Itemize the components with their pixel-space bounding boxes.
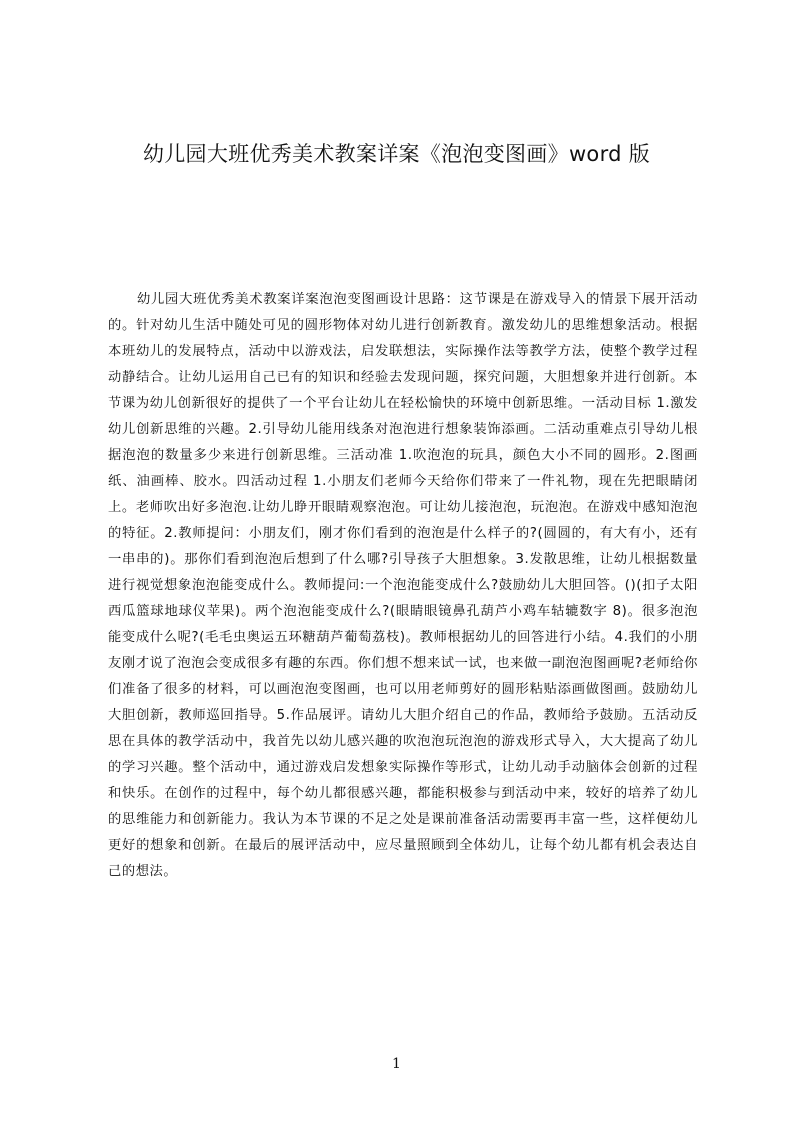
document-body-paragraph: 幼儿园大班优秀美术教案详案泡泡变图画设计思路：这节课是在游戏导入的情景下展开活动的。针对幼儿生活中随处可见的圆形物体对幼儿进行创新教育。激发幼儿的思维想象活动。根据本班幼儿的发展特点，活动中以游戏法，启发联想法，实际操作法等教学方法，使整个教学过程动静结合。让幼儿运用自己已有的知识和经验去发现问题，探究问题，大胆想象并进行创新。本节课为幼儿创新很好的提供了一个平台让幼儿在轻松愉快的环境中创新思维。一活动目标 1.激发幼儿创新思维的兴趣。2.引导幼儿能用线条对泡泡进行想象装饰添画。二活动重难点引导幼儿根据泡泡的数量多少来进行创新思维。三活动准 1.吹泡泡的玩具，颜色大小不同的圆形。2.图画纸、油画棒、胶水。四活动过程 1.小朋友们老师今天给你们带来了一件礼物，现在先把眼睛闭上。老师吹出好多泡泡.让幼儿睁开眼睛观察泡泡。可让幼儿接泡泡，玩泡泡。在游戏中感知泡泡的特征。2.教师提问：小朋友们，刚才你们看到的泡泡是什么样子的?(圆圆的，有大有小，还有一串串的)。那你们看到泡泡后想到了什么哪?引导孩子大胆想象。3.发散思维，让幼儿根据数量进行视觉想象泡泡能变成什么。教师提问:一个泡泡能变成什么?鼓励幼儿大胆回答。()(扣子太阳西瓜篮球地球仪苹果)。两个泡泡能变成什么?(眼睛眼镜鼻孔葫芦小鸡车轱辘数字 8)。很多泡泡能变成什么呢?(毛毛虫奥运五环糖葫芦葡萄荔枝)。教师根据幼儿的回答进行小结。4.我们的小朋友刚才说了泡泡会变成很多有趣的东西。你们想不想来试一试，也来做一副泡泡图画呢?老师给你们准备了很多的材料，可以画泡泡变图画，也可以用老师剪好的圆形粘贴添画做图画。鼓励幼儿大胆创新，教师巡回指导。5.作品展评。请幼儿大胆介绍自己的作品，教师给予鼓励。五活动反思在具体的教学活动中，我首先以幼儿感兴趣的吹泡泡玩泡泡的游戏形式导入，大大提高了幼儿的学习兴趣。整个活动中，通过游戏启发想象实际操作等形式，让幼儿动手动脑体会创新的过程和快乐。在创作的过程中，每个幼儿都很感兴趣，都能积极参与到活动中来，较好的培养了幼儿的思维能力和创新能力。我认为本节课的不足之处是课前准备活动需要再丰富一些，这样便幼儿更好的想象和创新。在最后的展评活动中，应尽量照顾到全体幼儿，让每个幼儿都有机会表达自己的想法。 (108, 292, 698, 879)
page-number: 1 (392, 1056, 401, 1072)
document-title: 幼儿园大班优秀美术教案详案《泡泡变图画》word 版 (142, 142, 651, 166)
